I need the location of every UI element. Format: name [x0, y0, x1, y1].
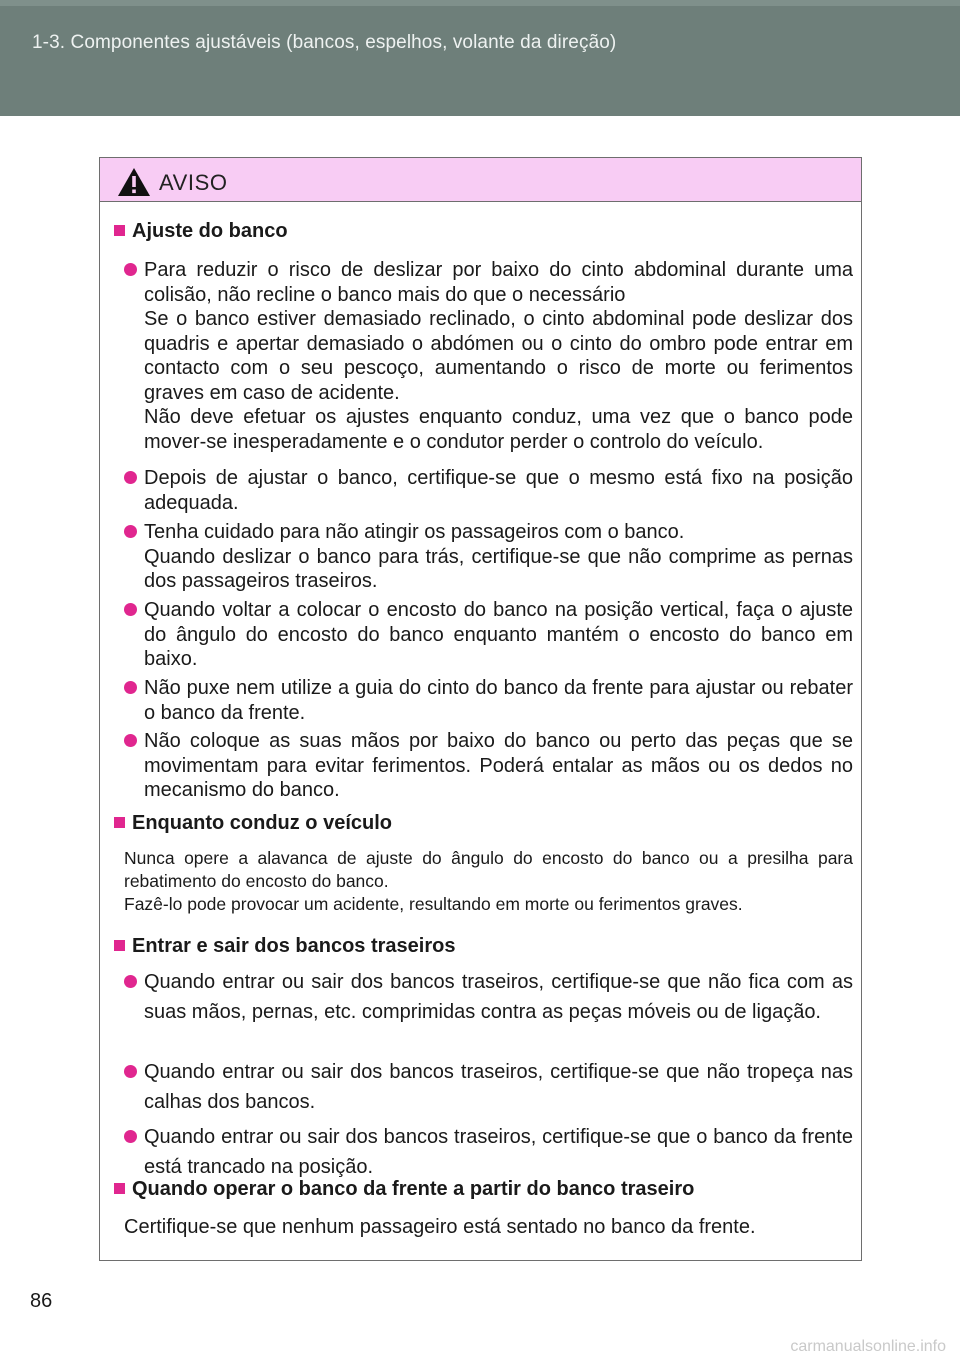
page-number: 86 — [30, 1290, 53, 1312]
watermark: carmanualsonline.info — [790, 1338, 946, 1355]
round-bullet-icon — [124, 1130, 137, 1143]
round-bullet-icon — [124, 525, 137, 538]
square-bullet-icon — [114, 225, 125, 236]
section-title: Quando operar o banco da frente a partir do banco traseiro — [114, 1178, 694, 1201]
header-strip — [0, 0, 960, 6]
paragraph: Nunca opere a alavanca de ajuste do ângulo do encosto do banco ou a presilha para rebatimento do encosto do banco. Fazê-lo pode provocar um acidente, resultando em morte ou ferimentos graves. — [124, 848, 853, 914]
paragraph: Certifique-se que nenhum passageiro está sentado no banco da frente. — [124, 1216, 756, 1238]
list-item: Quando entrar ou sair dos bancos traseiros, certifique-se que o banco da frente está trancado na posição. — [124, 1122, 853, 1182]
round-bullet-icon — [124, 603, 137, 616]
section-title: Enquanto conduz o veículo — [114, 812, 392, 835]
list-item: Não coloque as suas mãos por baixo do banco ou perto das peças que se movimentam para evitar ferimentos. Poderá entalar as mãos ou os dedos no mecanismo do banco. — [124, 729, 853, 803]
list-item: Para reduzir o risco de deslizar por baixo do cinto abdominal durante uma colisão, não recline o banco mais do que o necessário Se o banco estiver demasiado reclinado, o cinto abdominal pode deslizar dos quadris e apertar demasiado o abdómen ou o cinto do ombro pode entrar em contacto com o seu pescoço, aumentando o risco de morte ou ferimentos graves em caso de acidente. Não deve efetuar os ajustes enquanto conduz, uma vez que o banco pode mover-se inesperadamente e o condutor perder o controlo do veículo. — [124, 258, 853, 454]
chapter-title: 1-3. Componentes ajustáveis (bancos, espelhos, volante da direção) — [32, 32, 617, 53]
list-item: Quando entrar ou sair dos bancos traseiros, certifique-se que não tropeça nas calhas dos bancos. — [124, 1057, 853, 1117]
list-item: Quando voltar a colocar o encosto do banco na posição vertical, faça o ajuste do ângulo do encosto do banco enquanto mantém o encosto do banco em baixo. — [124, 598, 853, 672]
square-bullet-icon — [114, 1183, 125, 1194]
round-bullet-icon — [124, 471, 137, 484]
list-item: Não puxe nem utilize a guia do cinto do banco da frente para ajustar ou rebater o banco da frente. — [124, 676, 853, 725]
square-bullet-icon — [114, 817, 125, 828]
list-item: Depois de ajustar o banco, certifique-se que o mesmo está fixo na posição adequada. — [124, 466, 853, 515]
round-bullet-icon — [124, 263, 137, 276]
round-bullet-icon — [124, 734, 137, 747]
warning-title: AVISO — [159, 170, 228, 195]
chapter-header — [0, 0, 960, 116]
list-item: Tenha cuidado para não atingir os passageiros com o banco. Quando deslizar o banco para trás, certifique-se que não comprime as pernas dos passageiros traseiros. — [124, 520, 853, 594]
round-bullet-icon — [124, 975, 137, 988]
square-bullet-icon — [114, 940, 125, 951]
warning-triangle-icon — [117, 167, 151, 197]
list-item: Quando entrar ou sair dos bancos traseiros, certifique-se que não fica com as suas mãos, pernas, etc. comprimidas contra as peças móveis ou de ligação. — [124, 967, 853, 1027]
warning-box — [99, 157, 862, 1261]
section-title: Ajuste do banco — [114, 220, 288, 243]
round-bullet-icon — [124, 681, 137, 694]
section-title: Entrar e sair dos bancos traseiros — [114, 935, 455, 958]
round-bullet-icon — [124, 1065, 137, 1078]
warning-header — [100, 158, 861, 202]
